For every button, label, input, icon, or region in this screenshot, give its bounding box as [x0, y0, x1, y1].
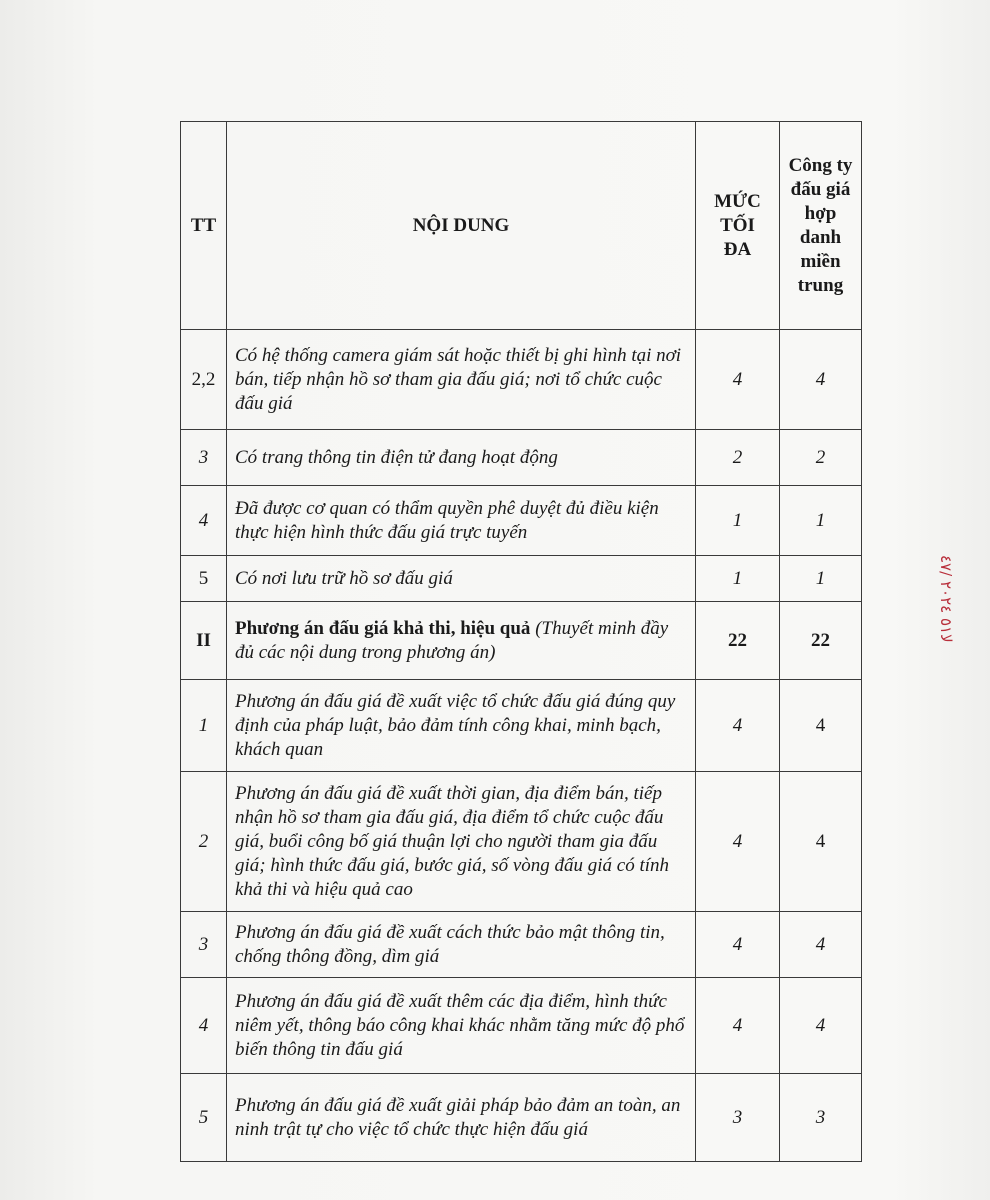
scoring-table — [180, 121, 862, 1162]
row-tt: 5 — [181, 1074, 227, 1162]
row-max: 4 — [696, 912, 780, 978]
row-company: 4 — [780, 330, 862, 430]
row-company: 2 — [780, 430, 862, 486]
row-tt: 3 — [181, 430, 227, 486]
row-content: Có hệ thống camera giám sát hoặc thiết bị ghi hình tại nơi bán, tiếp nhận hồ sơ tham gia đấu giá; nơi tổ chức cuộc đấu giá — [227, 330, 696, 430]
section-title: Phương án đấu giá khả thi, hiệu quả — [235, 617, 531, 639]
row-company: 3 — [780, 1074, 862, 1162]
row-company: 4 — [780, 978, 862, 1074]
row-max: 4 — [696, 330, 780, 430]
row-content: Phương án đấu giá đề xuất thời gian, địa điểm bán, tiếp nhận hồ sơ tham gia đấu giá, địa điểm tổ chức cuộc đấu giá, buổi công bố giá thuận lợi cho người tham gia đấu giá; hình thức đấu giá, bước giá, số vòng đấu giá có tính khả thi và hiệu quả cao — [227, 772, 696, 912]
section-note: (Thuyết minh đầy đủ các nội dung trong phương án) — [235, 617, 669, 663]
row-tt: 4 — [181, 978, 227, 1074]
header-content: NỘI DUNG — [227, 122, 696, 330]
row-max: 3 — [696, 1074, 780, 1162]
row-content — [227, 602, 696, 680]
header-tt: TT — [181, 122, 227, 330]
table-header-row — [181, 122, 862, 330]
row-company: 4 — [780, 912, 862, 978]
row-max: 1 — [696, 556, 780, 602]
table-row — [181, 486, 862, 556]
row-tt: 5 — [181, 556, 227, 602]
row-max: 4 — [696, 772, 780, 912]
table-row — [181, 556, 862, 602]
header-max-score: MỨC TỐI ĐA — [696, 122, 780, 330]
table-row — [181, 430, 862, 486]
row-tt: 1 — [181, 680, 227, 772]
header-company: Công ty đấu giá hợp danh miền trung — [780, 122, 862, 330]
row-company: 1 — [780, 486, 862, 556]
row-max: 22 — [696, 602, 780, 680]
row-max: 1 — [696, 486, 780, 556]
row-company: 22 — [780, 602, 862, 680]
handwritten-margin-note: ﻻ٥١ ٢٠٢٤ /٤٧ — [937, 555, 955, 643]
row-tt: II — [181, 602, 227, 680]
row-content: Phương án đấu giá đề xuất giải pháp bảo đảm an toàn, an ninh trật tự cho việc tổ chức thực hiện đấu giá — [227, 1074, 696, 1162]
row-content: Phương án đấu giá đề xuất cách thức bảo mật thông tin, chống thông đồng, dìm giá — [227, 912, 696, 978]
row-tt: 3 — [181, 912, 227, 978]
row-max: 4 — [696, 680, 780, 772]
row-tt: 2,2 — [181, 330, 227, 430]
row-company: 4 — [780, 680, 862, 772]
row-content: Có nơi lưu trữ hồ sơ đấu giá — [227, 556, 696, 602]
table-row — [181, 912, 862, 978]
row-content: Phương án đấu giá đề xuất thêm các địa điểm, hình thức niêm yết, thông báo công khai khác nhằm tăng mức độ phổ biến thông tin đấu giá — [227, 978, 696, 1074]
row-max: 4 — [696, 978, 780, 1074]
row-content: Phương án đấu giá đề xuất việc tổ chức đấu giá đúng quy định của pháp luật, bảo đảm tính công khai, minh bạch, khách quan — [227, 680, 696, 772]
row-company: 4 — [780, 772, 862, 912]
row-tt: 4 — [181, 486, 227, 556]
table-row — [181, 978, 862, 1074]
table-row — [181, 330, 862, 430]
row-content: Có trang thông tin điện tử đang hoạt động — [227, 430, 696, 486]
table-row — [181, 680, 862, 772]
row-max: 2 — [696, 430, 780, 486]
table-row-section — [181, 602, 862, 680]
table-row — [181, 1074, 862, 1162]
row-company: 1 — [780, 556, 862, 602]
table-row — [181, 772, 862, 912]
row-content: Đã được cơ quan có thẩm quyền phê duyệt đủ điều kiện thực hiện hình thức đấu giá trực tuyến — [227, 486, 696, 556]
row-tt: 2 — [181, 772, 227, 912]
